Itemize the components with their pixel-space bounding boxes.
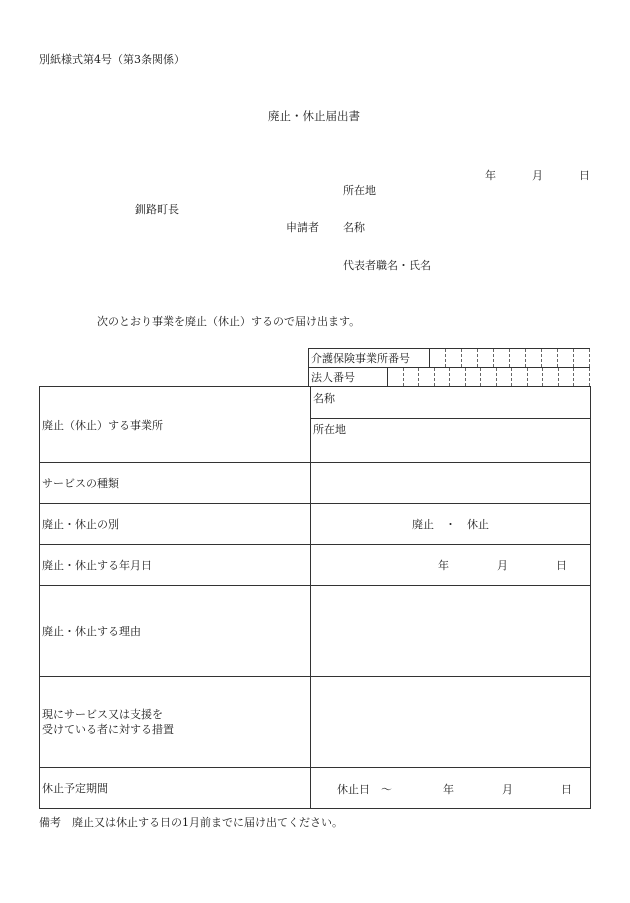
insurance-number-row xyxy=(309,349,590,368)
period-month-label: 月 xyxy=(502,783,513,796)
corporate-digit-box[interactable] xyxy=(496,368,512,387)
corporate-number-row xyxy=(309,368,590,387)
insurance-number-label: 介護保険事業所番号 xyxy=(309,349,430,368)
facility-row xyxy=(40,387,591,463)
period-row xyxy=(40,768,591,809)
classification-options[interactable]: 廃止 ・ 休止 xyxy=(412,518,489,531)
date-label: 廃止・休止する年月日 xyxy=(40,545,311,586)
reason-row xyxy=(40,586,591,677)
measures-label-line1: 現にサービス又は支援を xyxy=(42,708,163,721)
date-field-day-label: 日 xyxy=(556,559,567,572)
form-title: 廃止・休止届出書 xyxy=(268,109,360,123)
date-row xyxy=(40,545,591,586)
facility-name-field[interactable] xyxy=(311,388,590,418)
facility-cell xyxy=(311,387,591,463)
applicant-name-label: 名称 xyxy=(343,221,365,234)
date-month-label: 月 xyxy=(532,169,543,182)
classification-field[interactable] xyxy=(311,504,591,545)
facility-address-label: 所在地 xyxy=(313,422,346,436)
measures-row xyxy=(40,677,591,768)
corporate-digit-box[interactable] xyxy=(527,368,543,387)
service-type-label: サービスの種類 xyxy=(40,463,311,504)
corporate-digit-box[interactable] xyxy=(481,368,497,387)
applicant-label: 申請者 xyxy=(286,221,319,234)
corporate-digit-box[interactable] xyxy=(434,368,450,387)
period-start-label: 休止日 ～ xyxy=(337,783,392,796)
date-field-year-label: 年 xyxy=(438,559,449,572)
classification-row xyxy=(40,504,591,545)
service-type-field[interactable] xyxy=(311,463,591,504)
insurance-digit-box[interactable] xyxy=(558,349,574,368)
insurance-digit-box[interactable] xyxy=(478,349,494,368)
remark: 備考 廃止又は休止する日の1月前までに届け出てください。 xyxy=(39,816,343,829)
period-label: 休止予定期間 xyxy=(40,768,311,809)
date-day-label: 日 xyxy=(579,169,590,182)
insurance-digit-box[interactable] xyxy=(574,349,590,368)
service-type-row xyxy=(40,463,591,504)
corporate-digit-box[interactable] xyxy=(465,368,481,387)
measures-label xyxy=(40,677,311,768)
insurance-digit-box[interactable] xyxy=(446,349,462,368)
insurance-digit-box[interactable] xyxy=(510,349,526,368)
insurance-digit-box[interactable] xyxy=(494,349,510,368)
corporate-digit-box[interactable] xyxy=(403,368,419,387)
facility-label: 廃止（休止）する事業所 xyxy=(40,387,311,463)
period-field[interactable] xyxy=(311,768,591,809)
corporate-digit-box[interactable] xyxy=(574,368,590,387)
corporate-digit-box[interactable] xyxy=(558,368,574,387)
corporate-number-table xyxy=(308,367,590,387)
corporate-digit-box[interactable] xyxy=(543,368,559,387)
date-field[interactable] xyxy=(311,545,591,586)
code-table xyxy=(308,348,590,368)
statement: 次のとおり事業を廃止（休止）するので届け出ます。 xyxy=(97,315,361,328)
facility-address-field[interactable] xyxy=(311,418,590,462)
corporate-number-label: 法人番号 xyxy=(309,368,388,387)
corporate-digit-box[interactable] xyxy=(512,368,528,387)
reason-label: 廃止・休止する理由 xyxy=(40,586,311,677)
notification-form-table xyxy=(39,386,591,809)
addressee: 釧路町長 xyxy=(135,203,179,216)
form-number: 別紙様式第4号（第3条関係） xyxy=(39,53,185,66)
reason-field[interactable] xyxy=(311,586,591,677)
insurance-digit-box[interactable] xyxy=(542,349,558,368)
applicant-representative-label: 代表者職名・氏名 xyxy=(343,259,431,272)
corporate-digit-box[interactable] xyxy=(419,368,435,387)
date-year-label: 年 xyxy=(485,169,496,182)
insurance-digit-box[interactable] xyxy=(526,349,542,368)
insurance-digit-box[interactable] xyxy=(462,349,478,368)
period-day-label: 日 xyxy=(561,783,572,796)
classification-label: 廃止・休止の別 xyxy=(40,504,311,545)
measures-label-line2: 受けている者に対する措置 xyxy=(42,723,174,736)
measures-field[interactable] xyxy=(311,677,591,768)
corporate-digit-box[interactable] xyxy=(450,368,466,387)
period-year-label: 年 xyxy=(443,783,454,796)
insurance-digit-box[interactable] xyxy=(430,349,446,368)
corporate-digit-box[interactable] xyxy=(388,368,404,387)
date-field-month-label: 月 xyxy=(497,559,508,572)
facility-name-label: 名称 xyxy=(313,391,335,405)
applicant-address-label: 所在地 xyxy=(343,184,376,197)
